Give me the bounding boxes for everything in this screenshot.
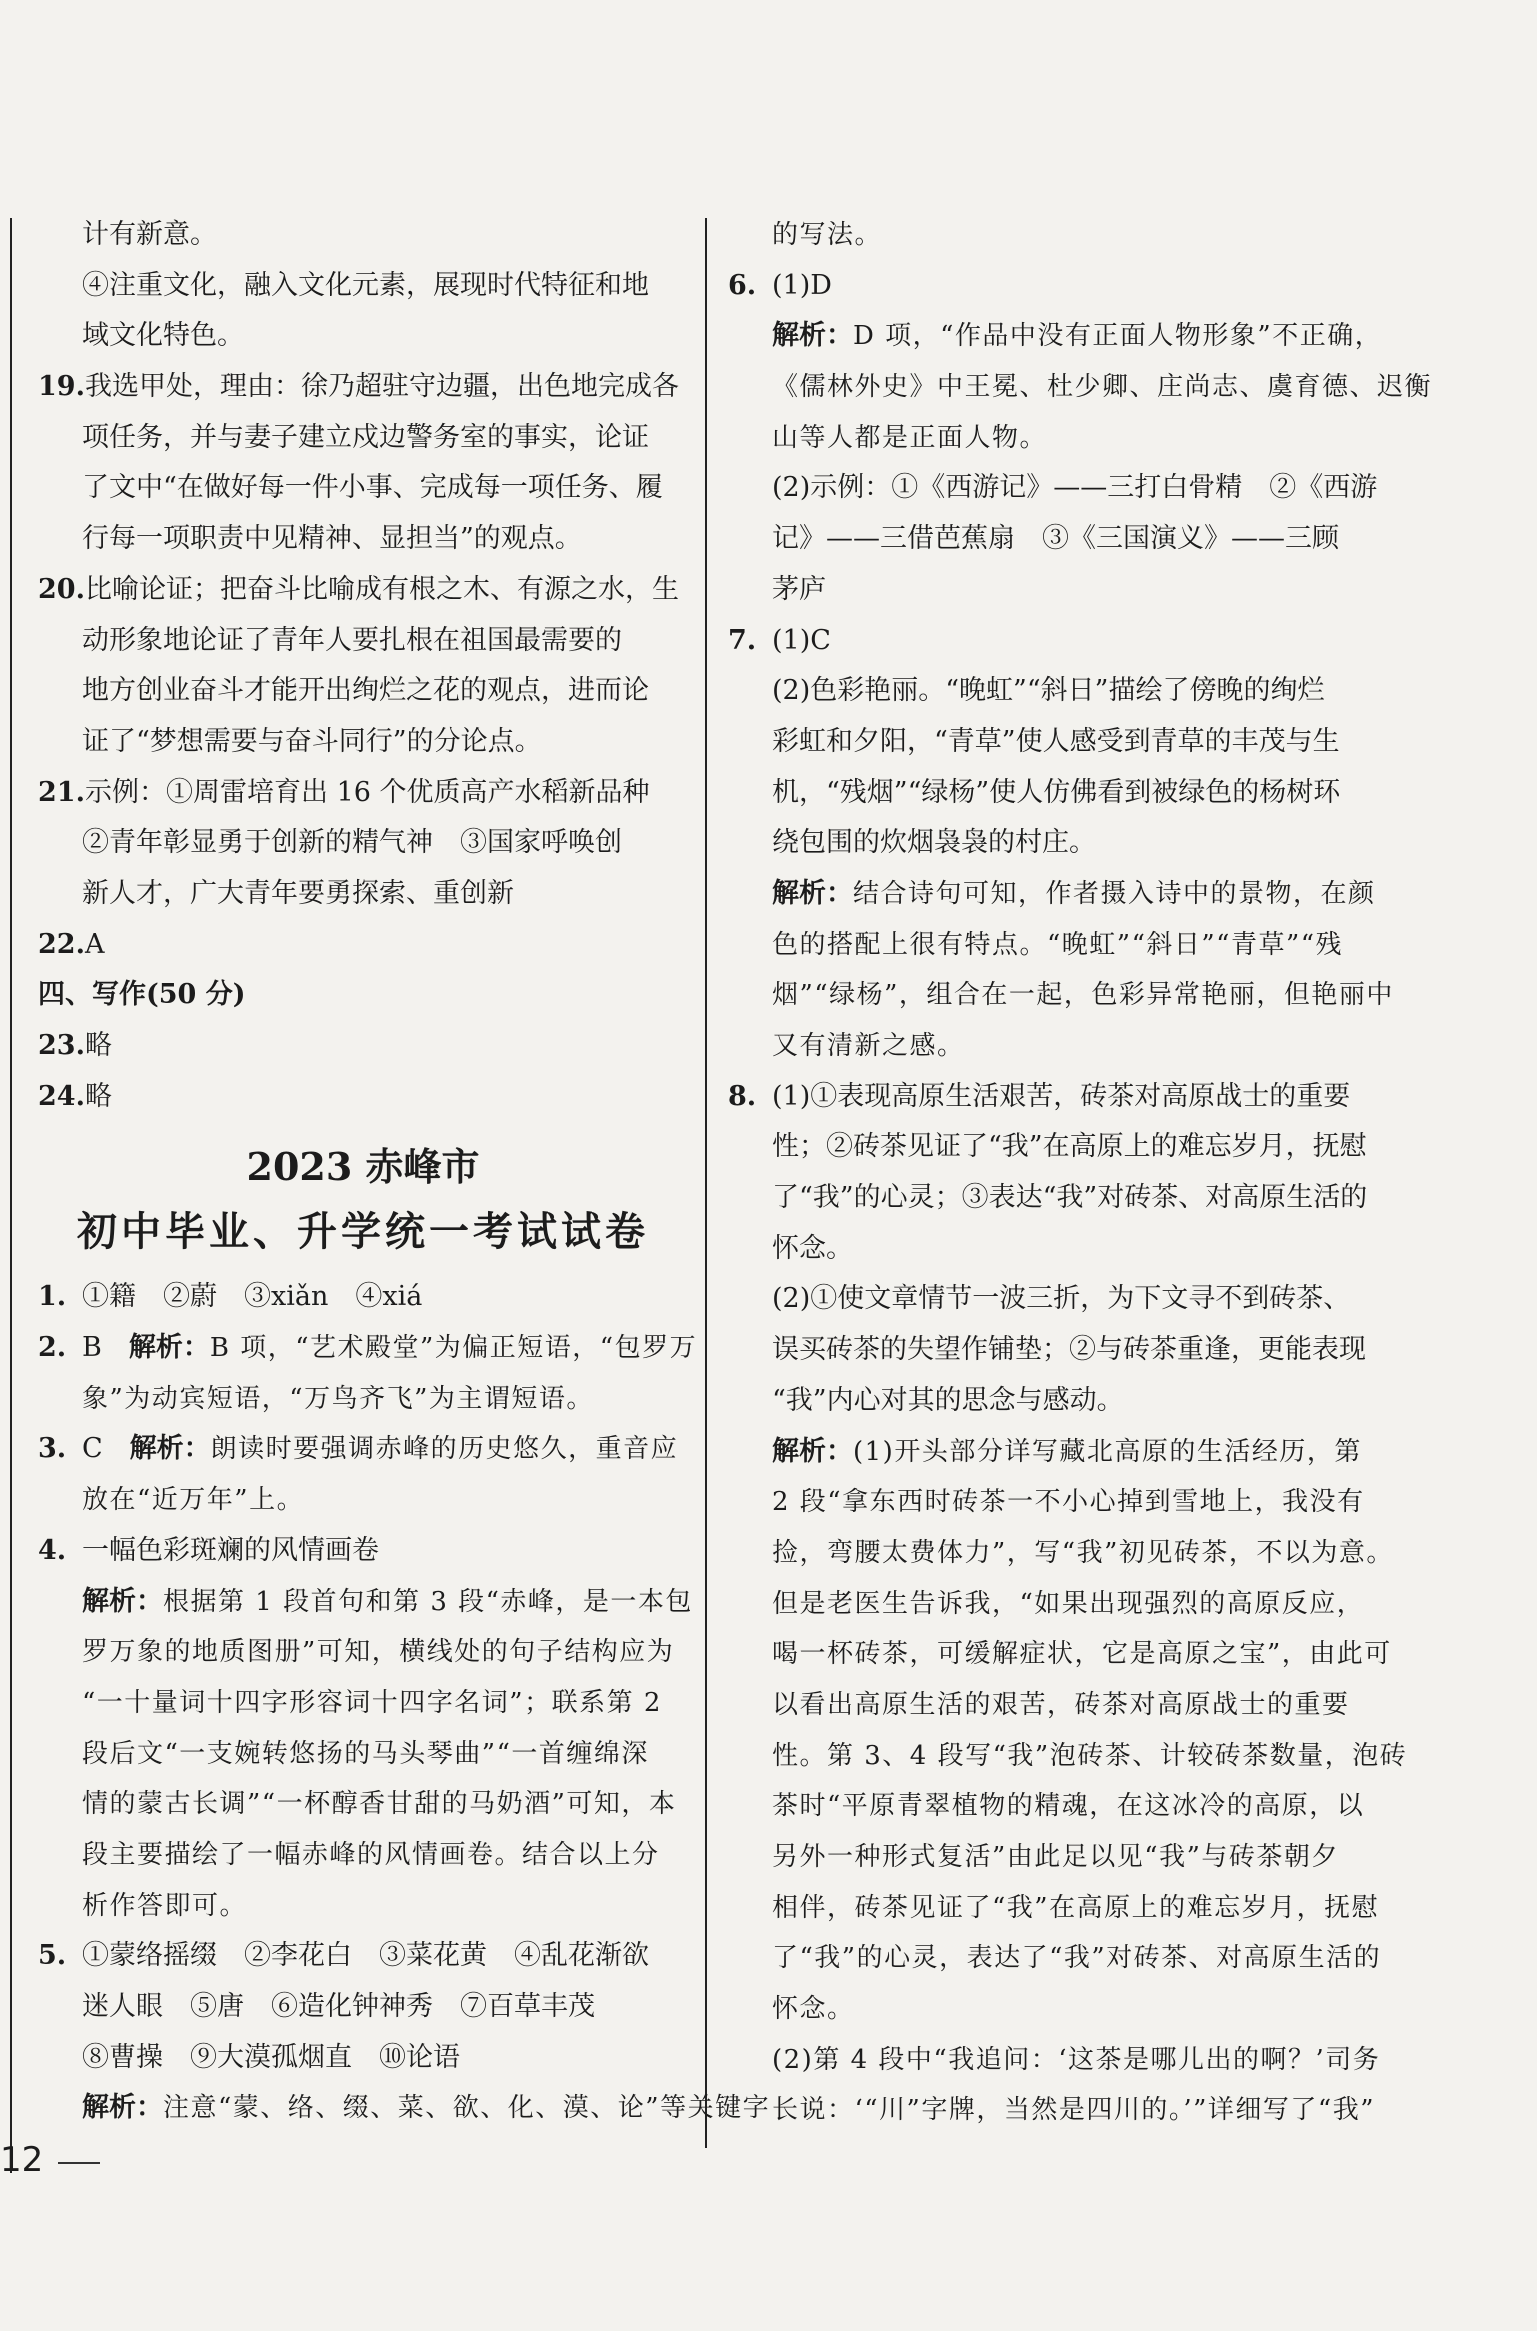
answer-line xyxy=(38,869,688,920)
answer-line xyxy=(728,717,1388,768)
answer-line xyxy=(728,1122,1388,1173)
answer-line xyxy=(728,1731,1408,1782)
line-text: 一幅色彩斑斓的风情画卷 xyxy=(82,1534,379,1566)
answer-line xyxy=(728,1832,1388,1883)
line-text: 性；②砖茶见证了“我”在高原上的难忘岁月，抚慰 xyxy=(772,1131,1367,1163)
analysis-text: 注意“蒙、络、缀、菜、欲、化、漠、论”等关键字 xyxy=(163,2093,771,2124)
answer-line xyxy=(728,1325,1388,1376)
analysis-text: 根据第 1 段首句和第 3 段“赤峰，是一本包 xyxy=(163,1586,693,1617)
line-text: 示例：①周雷培育出 16 个优质高产水稻新品种 xyxy=(84,776,650,808)
answer-line xyxy=(728,565,1388,616)
page-number: 12 xyxy=(0,2140,44,2180)
answer-line xyxy=(38,1374,688,1425)
answer-line xyxy=(38,1475,688,1526)
answer-item xyxy=(38,920,688,971)
item-number: 19. xyxy=(38,371,85,403)
answer-line xyxy=(728,1680,1388,1731)
answer-line xyxy=(728,1579,1388,1630)
line-text: “我”内心对其的思念与感动。 xyxy=(772,1384,1124,1416)
line-text: 但是老医生告诉我，“如果出现强烈的高原反应， xyxy=(772,1588,1365,1619)
line-text: 证了“梦想需要与奋斗同行”的分论点。 xyxy=(82,725,542,757)
line-text: 相伴，砖茶见证了“我”在高原上的难忘岁月，抚慰 xyxy=(772,1892,1380,1923)
line-text: 《儒林外史》中王冕、杜少卿、庄尚志、虞育德、迟衡 xyxy=(772,372,1433,403)
analysis-text: 结合诗句可知，作者摄入诗中的景物，在颜 xyxy=(853,878,1376,909)
analysis-label: 解析： xyxy=(128,1332,210,1364)
line-text: 长说：‘“川”字牌，当然是四川的。’”详细写了“我” xyxy=(772,2095,1375,2126)
line-text: 略 xyxy=(84,1030,112,1061)
answer-line xyxy=(38,717,688,768)
answer-line xyxy=(728,1224,1388,1275)
analysis-text: B 项，“艺术殿堂”为偏正短语，“包罗万 xyxy=(209,1333,698,1364)
answer-line xyxy=(38,210,688,261)
answer-line xyxy=(728,2085,1388,2136)
answer-item xyxy=(38,1526,688,1577)
answer-line xyxy=(728,1629,1392,1680)
line-text: 放在“近万年”上。 xyxy=(82,1485,305,1516)
line-text: 我选甲处，理由：徐乃超驻守边疆，出色地完成各 xyxy=(84,371,679,403)
line-text: ①籍 ②蔚 ③xiǎn ④xiá xyxy=(82,1281,423,1313)
answer-item xyxy=(38,1323,698,1374)
answer-line xyxy=(38,261,688,312)
answer-line xyxy=(728,514,1388,565)
answer-line xyxy=(38,818,688,869)
analysis-text: (1)开头部分详写藏北高原的生活经历，第 xyxy=(853,1436,1362,1467)
line-text: 捡，弯腰太费体力”，写“我”初见砖茶，不以为意。 xyxy=(772,1537,1394,1568)
analysis-label: 解析： xyxy=(129,1433,211,1465)
answer-line xyxy=(38,1627,688,1678)
answer-item xyxy=(38,565,688,616)
line-text: A xyxy=(84,928,105,960)
analysis-text: D 项，“作品中没有正面人物形象”不正确， xyxy=(853,321,1383,352)
line-text: 茅庐 xyxy=(772,573,826,605)
line-text: 段后文“一支婉转悠扬的马头琴曲”“一首缠绵深 xyxy=(82,1738,649,1769)
line-text: ⑧曹操 ⑨大漠孤烟直 ⑩论语 xyxy=(82,2041,460,2073)
answer-line xyxy=(38,666,688,717)
line-text: 山等人都是正面人物。 xyxy=(772,422,1048,453)
answer-line xyxy=(38,311,688,362)
line-text: 彩虹和夕阳，“青草”使人感受到青草的丰茂与生 xyxy=(772,725,1340,757)
answer-line xyxy=(728,1274,1388,1325)
analysis-label: 解析： xyxy=(772,877,853,909)
answer-line xyxy=(728,1427,1388,1478)
answer-line xyxy=(728,920,1388,971)
answer-line xyxy=(38,514,688,565)
answer-line xyxy=(728,1781,1388,1832)
answer-line xyxy=(38,1729,688,1780)
line-text: 比喻论证；把奋斗比喻成有根之木、有源之水，生 xyxy=(84,573,679,605)
line-text: ①蒙络摇缀 ②李花白 ③菜花黄 ④乱花渐欲 xyxy=(82,1940,649,1972)
answer-line xyxy=(728,1933,1388,1984)
answer-line xyxy=(38,1678,688,1729)
line-text: C xyxy=(82,1433,130,1465)
item-number: 1. xyxy=(38,1281,67,1313)
line-text: 计有新意。 xyxy=(82,219,217,250)
answer-line xyxy=(728,666,1388,717)
line-text: 怀念。 xyxy=(772,1994,855,2025)
line-text: 了“我”的心灵，表达了“我”对砖茶、对高原生活的 xyxy=(772,1943,1382,1974)
answer-item xyxy=(38,768,688,819)
answer-item xyxy=(38,1424,688,1475)
answer-item xyxy=(38,1021,688,1072)
left-margin-rule xyxy=(10,218,12,2173)
answer-line xyxy=(728,463,1388,514)
answer-line xyxy=(728,1477,1388,1528)
line-text: (2)①使文章情节一波三折，为下文寻不到砖茶、 xyxy=(772,1283,1351,1315)
item-number: 2. xyxy=(38,1332,67,1364)
line-text: 了“我”的心灵；③表达“我”对砖茶、对高原生活的 xyxy=(772,1182,1368,1214)
section-heading xyxy=(38,970,688,1021)
answer-line xyxy=(728,210,1388,261)
line-text: 又有清新之感。 xyxy=(772,1031,965,1061)
right-column xyxy=(728,210,1433,2136)
answer-line xyxy=(38,2083,771,2134)
answer-line xyxy=(728,1984,1388,2035)
answer-line xyxy=(728,413,1388,464)
page-number-dash xyxy=(58,2162,100,2164)
line-text: 行每一项职责中见精神、显担当”的观点。 xyxy=(82,523,582,555)
answer-line xyxy=(728,1883,1388,1934)
line-text: 以看出高原生活的艰苦，砖茶对高原战士的重要 xyxy=(772,1689,1350,1720)
answer-line xyxy=(728,869,1388,920)
line-text: 机，“残烟”“绿杨”使人仿佛看到被绿色的杨树环 xyxy=(772,776,1341,808)
line-text: 绕包围的炊烟袅袅的村庄。 xyxy=(772,827,1096,859)
answer-line xyxy=(728,768,1388,819)
item-number: 22. xyxy=(38,928,85,960)
item-number: 23. xyxy=(38,1030,85,1061)
line-text: 喝一杯砖茶，可缓解症状，它是高原之宝”，由此可 xyxy=(772,1639,1392,1670)
line-text: (1)①表现高原生活艰苦，砖茶对高原战士的重要 xyxy=(772,1080,1351,1112)
line-text: 域文化特色。 xyxy=(82,320,244,352)
line-text: (2)第 4 段中“我追问：‘这茶是哪儿出的啊？’司务 xyxy=(772,2044,1381,2075)
answer-line xyxy=(728,1376,1388,1427)
answer-line xyxy=(38,1577,693,1628)
line-text: 四、写作(50 分) xyxy=(38,979,246,1011)
answer-line xyxy=(38,1982,688,2033)
answer-line xyxy=(728,1173,1388,1224)
line-text: 项任务，并与妻子建立戍边警务室的事实，论证 xyxy=(82,421,649,453)
answer-line xyxy=(38,616,688,667)
line-text: 的写法。 xyxy=(772,220,883,250)
answer-line xyxy=(38,413,688,464)
item-number: 20. xyxy=(38,573,85,605)
analysis-text: 朗读时要强调赤峰的历史悠久，重音应 xyxy=(210,1434,679,1465)
line-text: 新人才，广大青年要勇探索、重创新 xyxy=(82,877,514,909)
exam-title: 初中毕业、升学统一考试试卷 xyxy=(77,1208,649,1256)
answer-line xyxy=(728,818,1388,869)
line-text: 象”为动宾短语，“万鸟齐飞”为主谓短语。 xyxy=(82,1383,594,1414)
line-text: 记》——三借芭蕉扇 ③《三国演义》——三顾 xyxy=(772,523,1339,555)
left-column xyxy=(38,210,771,2134)
line-text: 迷人眼 ⑤唐 ⑥造化钟神秀 ⑦百草丰茂 xyxy=(82,1991,595,2022)
item-number: 24. xyxy=(38,1080,85,1112)
line-text: 另外一种形式复活”由此足以见“我”与砖茶朝夕 xyxy=(772,1842,1339,1872)
line-text: “一十量词十四字形容词十四字名词”；联系第 2 xyxy=(82,1687,662,1718)
line-text: 析作答即可。 xyxy=(82,1890,248,1921)
line-text: 地方创业奋斗才能开出绚烂之花的观点，进而论 xyxy=(82,675,649,707)
exam-title-year: 2023 赤峰市 xyxy=(246,1144,480,1190)
answer-line xyxy=(728,311,1388,362)
answer-line xyxy=(728,2035,1388,2086)
line-text: ④注重文化，融入文化元素，展现时代特征和地 xyxy=(82,269,649,301)
line-text: 情的蒙古长调”“一杯醇香甘甜的马奶酒”可知，本 xyxy=(82,1789,677,1820)
answer-item xyxy=(728,1072,1388,1123)
line-text: 误买砖茶的失望作铺垫；②与砖茶重逢，更能表现 xyxy=(772,1334,1366,1366)
line-text: (1)C xyxy=(772,624,831,656)
line-text: 段主要描绘了一幅赤峰的风情画卷。结合以上分 xyxy=(82,1839,660,1870)
column-divider xyxy=(705,218,707,2148)
line-text: (1)D xyxy=(772,269,832,301)
line-text: B xyxy=(82,1332,129,1364)
item-number: 3. xyxy=(38,1433,67,1465)
item-number: 6. xyxy=(728,269,757,301)
analysis-label: 解析： xyxy=(772,320,853,352)
analysis-label: 解析： xyxy=(82,1585,163,1617)
item-number: 21. xyxy=(38,776,85,808)
item-number: 7. xyxy=(728,624,757,656)
answer-line xyxy=(38,463,688,514)
line-text: 烟”“绿杨”，组合在一起，色彩异常艳丽，但艳丽中 xyxy=(772,980,1394,1011)
answer-line xyxy=(728,970,1394,1021)
line-text: 怀念。 xyxy=(772,1232,853,1264)
line-text: 了文中“在做好每一件小事、完成每一项任务、履 xyxy=(82,472,663,504)
answer-item xyxy=(38,1272,688,1323)
answer-line xyxy=(38,1779,688,1830)
line-text: (2)色彩艳丽。“晚虹”“斜日”描绘了傍晚的绚烂 xyxy=(772,675,1325,707)
analysis-label: 解析： xyxy=(772,1435,853,1467)
answer-line xyxy=(38,2033,688,2084)
item-number: 8. xyxy=(728,1080,757,1112)
answer-item xyxy=(38,362,688,413)
line-text: 性。第 3、4 段写“我”泡砖茶、计较砖茶数量，泡砖 xyxy=(772,1740,1408,1771)
line-text: 2 段“拿东西时砖茶一不小心掉到雪地上，我没有 xyxy=(772,1487,1365,1518)
answer-line xyxy=(38,1830,688,1881)
line-text: (2)示例：①《西游记》——三打白骨精 ②《西游 xyxy=(772,472,1378,504)
line-text: 色的搭配上很有特点。“晚虹”“斜日”“青草”“残 xyxy=(772,929,1344,960)
answer-item xyxy=(38,1931,688,1982)
answer-line xyxy=(728,1021,1388,1072)
answer-item xyxy=(728,261,1388,312)
line-text: 罗万象的地质图册”可知，横线处的句子结构应为 xyxy=(82,1637,675,1668)
answer-line xyxy=(728,362,1433,413)
answer-line xyxy=(38,1881,688,1932)
line-text: ②青年彰显勇于创新的精气神 ③国家呼唤创 xyxy=(82,827,622,859)
answer-item xyxy=(38,1072,688,1123)
answer-item xyxy=(728,616,1388,667)
analysis-label: 解析： xyxy=(82,2092,163,2124)
line-text: 茶时“平原青翠植物的精魂，在这冰冷的高原，以 xyxy=(772,1791,1365,1822)
answer-line xyxy=(728,1528,1394,1579)
item-number: 4. xyxy=(38,1534,67,1566)
item-number: 5. xyxy=(38,1940,67,1972)
line-text: 略 xyxy=(84,1080,112,1112)
line-text: 动形象地论证了青年人要扎根在祖国最需要的 xyxy=(82,624,622,656)
